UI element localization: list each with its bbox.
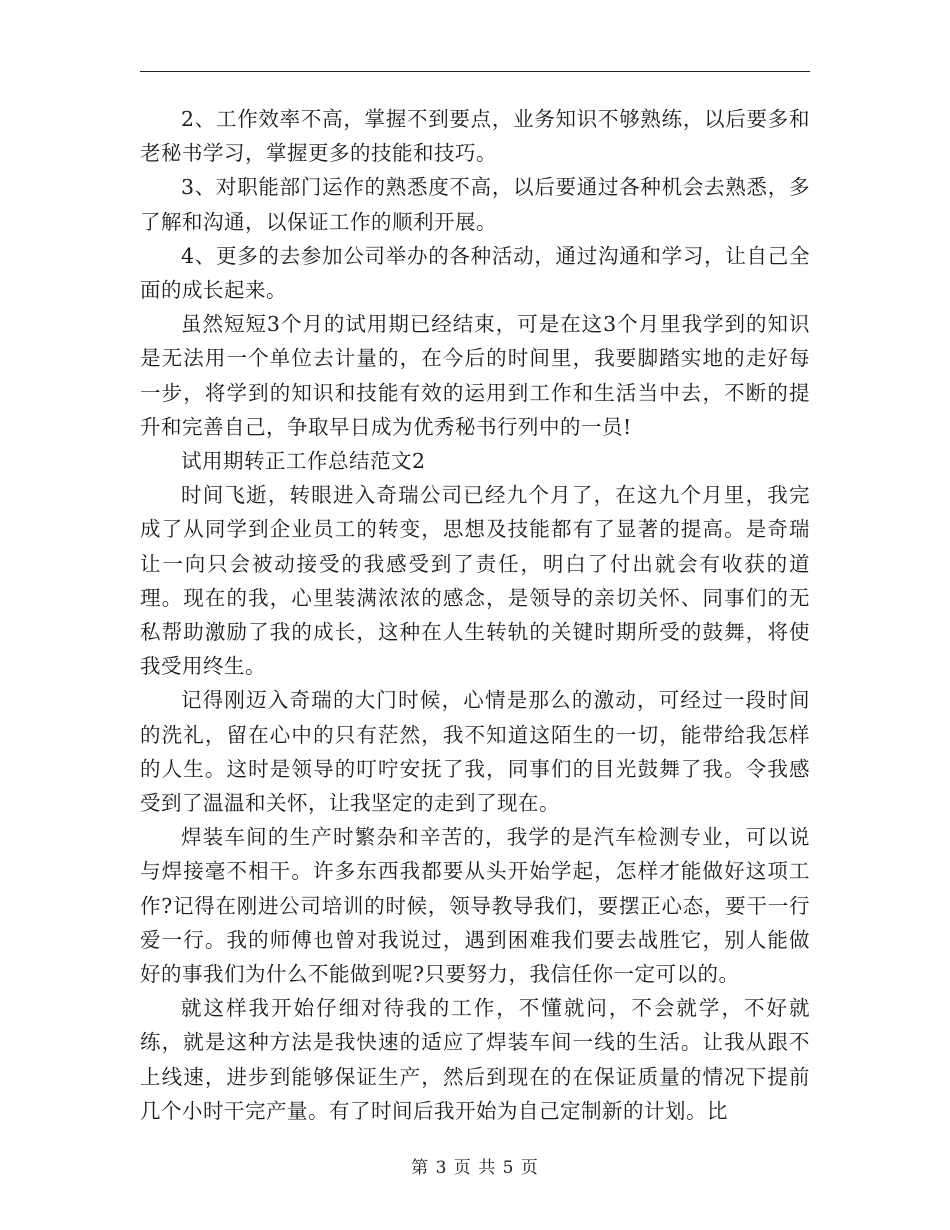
section-heading: 试用期转正工作总结范文2: [181, 449, 426, 474]
header-rule: [140, 71, 810, 72]
paragraph: 就这样我开始仔细对待我的工作，不懂就问，不会就学，不好就练，就是这种方法是我快速的适应了焊装车间一线的生活。让我从跟不上线速，进步到能够保证生产，然后到现在的在保证质量的情况下提前几个小时干完产量。有了时间后我开始为自己定制新的计划。比: [140, 996, 810, 1123]
paragraph: 时间飞逝，转眼进入奇瑞公司已经九个月了，在这九个月里，我完成了从同学到企业员工的转变，思想及技能都有了显著的提高。是奇瑞让一向只会被动接受的我感受到了责任，明白了付出就会有收获的道理。现在的我，心里装满浓浓的感念，是领导的亲切关怀、同事们的无私帮助激励了我的成长，这种在人生转轨的关键时期所受的鼓舞，将使我受用终生。: [140, 483, 810, 679]
paragraph: 4、更多的去参加公司举办的各种活动，通过沟通和学习，让自己全面的成长起来。: [140, 243, 810, 303]
paragraph: 2、工作效率不高，掌握不到要点，业务知识不够熟练，以后要多和老秘书学习，掌握更多的技能和技巧。: [140, 107, 810, 166]
document-body: [140, 102, 810, 1128]
paragraph: 3、对职能部门运作的熟悉度不高，以后要通过各种机会去熟悉，多了解和沟通，以保证工作的顺利开展。: [140, 175, 810, 234]
paragraph: 记得刚迈入奇瑞的大门时候，心情是那么的激动，可经过一段时间的洗礼，留在心中的只有茫然，我不知道这陌生的一切，能带给我怎样的人生。这时是领导的叮咛安抚了我，同事们的目光鼓舞了我。令我感受到了温温和关怀，让我坚定的走到了现在。: [140, 688, 810, 816]
paragraph: 焊装车间的生产时繁杂和辛苦的，我学的是汽车检测专业，可以说与焊接毫不相干。许多东西我都要从头开始学起，怎样才能做好这项工作?记得在刚进公司培训的时候，领导教导我们，要摆正心态，要干一行爱一行。我的师傅也曾对我说过，遇到困难我们要去战胜它，别人能做好的事我们为什么不能做到呢?只要努力，我信任你一定可以的。: [140, 825, 810, 987]
paragraph: 虽然短短3个月的试用期已经结束，可是在这3个月里我学到的知识是无法用一个单位去计量的，在今后的时间里，我要脚踏实地的走好每一步，将学到的知识和技能有效的运用到工作和生活当中去，不断的提升和完善自己，争取早日成为优秀秘书行列中的一员!: [140, 312, 810, 439]
page-number-footer: 第 3 页 共 5 页: [411, 1158, 539, 1178]
